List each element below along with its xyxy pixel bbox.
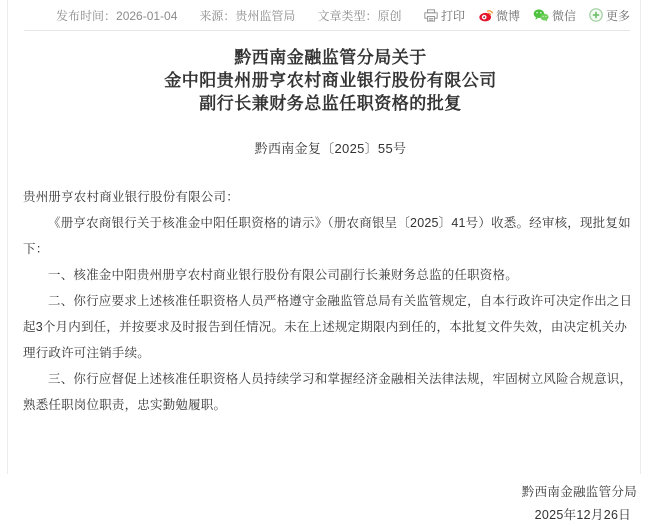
wechat-label: 微信 xyxy=(551,8,576,23)
print-label: 打印 xyxy=(440,8,465,23)
article-source xyxy=(199,7,295,24)
publish-time-label: 发布时间： xyxy=(56,8,117,23)
article-page xyxy=(7,0,641,522)
article-type xyxy=(317,7,401,24)
printer-icon xyxy=(424,9,438,22)
article-header xyxy=(8,0,640,30)
article-meta xyxy=(56,7,401,24)
source-value: 贵州监管局 xyxy=(235,8,296,23)
weibo-label: 微博 xyxy=(495,8,520,23)
signature-authority: 黔西南金融监管分局 xyxy=(521,485,637,499)
document-number: 黔西南金复〔2025〕55号 xyxy=(254,141,407,156)
weibo-icon xyxy=(478,8,493,22)
publish-time xyxy=(56,7,177,24)
plus-circle-icon xyxy=(589,8,603,22)
paragraph-item-3: 三、你行应督促上述核准任职资格人员持续学习和掌握经济金融相关法律法规，牢固树立风险合规意识，熟悉任职岗位职责，忠实勤勉履职。 xyxy=(23,372,633,412)
type-value: 原创 xyxy=(377,8,402,23)
share-wechat-button[interactable] xyxy=(533,7,576,24)
share-weibo-button[interactable] xyxy=(478,7,520,24)
share-toolbar xyxy=(424,7,630,24)
source-label: 来源： xyxy=(199,8,236,23)
more-label: 更多 xyxy=(605,8,630,23)
header-divider xyxy=(24,30,630,31)
document-text xyxy=(23,184,638,418)
page-title-line2: 金中阳贵州册亨农村商业银行股份有限公司 xyxy=(164,71,497,90)
page-title xyxy=(23,46,638,115)
signature-date: 2025年12月26日 xyxy=(534,508,631,522)
salutation: 贵州册亨农村商业银行股份有限公司： xyxy=(23,190,239,204)
page-title-line3: 副行长兼财务总监任职资格的批复 xyxy=(199,94,462,113)
paragraph-reference: 《册亨农商银行关于核准金中阳任职资格的请示》（册农商银呈〔2025〕41号）收悉。经审核，现批复如下： xyxy=(23,216,631,256)
article-body xyxy=(8,46,640,526)
share-more-button[interactable] xyxy=(589,7,630,24)
signature-block xyxy=(23,480,638,526)
paragraph-item-1: 一、核准金中阳贵州册亨农村商业银行股份有限公司副行长兼财务总监的任职资格。 xyxy=(48,268,518,282)
publish-time-value: 2026-01-04 xyxy=(116,8,178,23)
paragraph-item-2: 二、你行应要求上述核准任职资格人员严格遵守金融监管总局有关监管规定，自本行政许可决定作出之日起3个月内到任，并按要求及时报告到任情况。未在上述规定期限内到任的，本批复文件失效，由决定机关办理行政许可注销手续。 xyxy=(23,294,633,360)
print-button[interactable] xyxy=(424,7,465,24)
type-label: 文章类型： xyxy=(317,8,378,23)
page-title-line1: 黔西南金融监管分局关于 xyxy=(234,48,427,67)
wechat-icon xyxy=(533,8,549,22)
